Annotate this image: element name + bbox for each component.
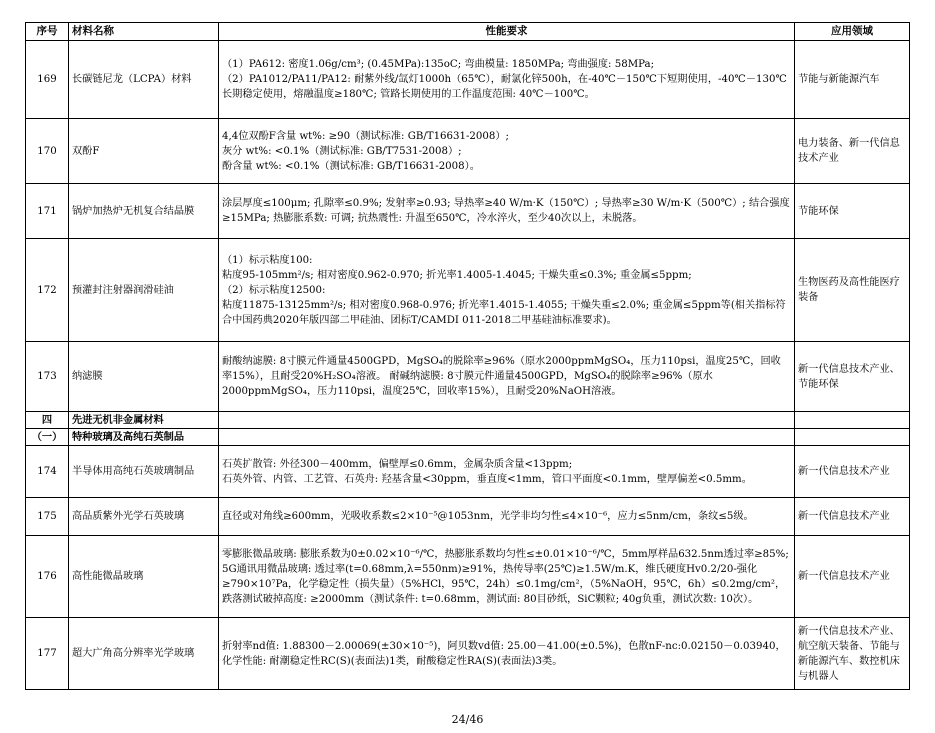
material-name: 锅炉加热炉无机复合结晶膜	[69, 184, 219, 239]
subsection-title: 特种玻璃及高纯石英制品	[69, 429, 219, 446]
header-material-name: 材料名称	[69, 23, 219, 41]
material-name: 纳滤膜	[69, 342, 219, 412]
application-field: 新一代信息技术产业	[795, 446, 910, 498]
material-name: 超大广角高分辨率光学玻璃	[69, 618, 219, 690]
subsection-row	[26, 429, 910, 446]
performance-requirements: 4,4位双酚F含量 wt%: ≥90（测试标准: GB/T16631-2008）; 灰分 wt%: <0.1%（测试标准: GB/T7531-2008）; 酚含量 wt%: <0.1%（测试标准: GB/T16631-2008）。	[219, 119, 795, 184]
page-number: 24/46	[451, 713, 484, 726]
row-number: 173	[26, 342, 69, 412]
performance-requirements: 折射率nd值: 1.88300－2.00069(±30×10⁻⁵)，阿贝数vd值: 25.00－41.00(±0.5%)，色散nF-nc:0.02150－0.03940，化学性能: 耐潮稳定性RC(S)(表面法)1类，耐酸稳定性RA(S)(表面法)3类。	[219, 618, 795, 690]
material-name: 高性能微晶玻璃	[69, 536, 219, 618]
materials-table	[25, 22, 910, 690]
row-number: 174	[26, 446, 69, 498]
material-name: 长碳链尼龙（LCPA）材料	[69, 41, 219, 119]
application-field: 电力装备、新一代信息技术产业	[795, 119, 910, 184]
table-row	[26, 342, 910, 412]
table-row	[26, 41, 910, 119]
application-field: 新一代信息技术产业、航空航天装备、节能与新能源汽车、数控机床与机器人	[795, 618, 910, 690]
header-performance-requirements: 性能要求	[219, 23, 795, 41]
row-number: 175	[26, 498, 69, 536]
empty-cell	[795, 429, 910, 446]
empty-cell	[219, 429, 795, 446]
table-row	[26, 239, 910, 342]
row-number: 170	[26, 119, 69, 184]
section-row	[26, 412, 910, 429]
performance-requirements: （1）标示粘度100: 粘度95-105mm²/s; 相对密度0.962-0.970; 折光率1.4005-1.4045; 干燥失重≤0.3%; 重金属≤5ppm; （2）标示粘度12500: 粘度11875-13125mm²/s; 相对密度0.968-0.976; 折光率1.4015-1.4055; 干燥失重≤2.0%; 重金属≤5ppm等(相关指标符合中国药典2020年版四部二甲硅油、团标T/CAMDI 011-2018二甲基硅油标准要求)。	[219, 239, 795, 342]
table-row	[26, 446, 910, 498]
table-row	[26, 618, 910, 690]
performance-requirements: 涂层厚度≤100μm; 孔隙率≤0.9%; 发射率≥0.93; 导热率≥40 W/m·K（150℃）; 导热率≥30 W/m·K（500℃）; 结合强度≥15MPa; 热膨胀系数: 可调; 抗热震性: 升温至650℃，冷水淬火，至少40次以上，未脱落。	[219, 184, 795, 239]
header-application-field: 应用领域	[795, 23, 910, 41]
application-field: 新一代信息技术产业、节能环保	[795, 342, 910, 412]
performance-requirements: 耐酸纳滤膜: 8寸膜元件通量4500GPD，MgSO₄的脱除率≥96%（原水2000ppmMgSO₄，压力110psi，温度25℃，回收率15%），且耐受20%H₂SO₄溶液。 耐碱纳滤膜: 8寸膜元件通量4500GPD，MgSO₄的脱除率≥96%（原水2000ppmMgSO₄，压力110psi，温度25℃，回收率15%），且耐受20%NaOH溶液。	[219, 342, 795, 412]
performance-requirements: 直径或对角线≥600mm，光吸收系数≤2×10⁻⁵@1053nm，光学非均匀性≤4×10⁻⁶，应力≤5nm/cm，条纹≤5级。	[219, 498, 795, 536]
performance-requirements: （1）PA612: 密度1.06g/cm³; (0.45MPa):135oC; 弯曲模量: 1850MPa; 弯曲强度: 58MPa; （2）PA1012/PA11/PA12: 耐紫外线/氙灯1000h（65℃），耐氯化锌500h，在-40℃－150℃下短期使用，-40℃－130℃长期稳定使用，熔融温度≥180℃; 管路长期使用的工作温度范围: 40℃－100℃。	[219, 41, 795, 119]
table-row	[26, 119, 910, 184]
material-name: 预灌封注射器润滑硅油	[69, 239, 219, 342]
application-field: 新一代信息技术产业	[795, 536, 910, 618]
row-number: 177	[26, 618, 69, 690]
section-title: 先进无机非金属材料	[69, 412, 219, 429]
application-field: 节能与新能源汽车	[795, 41, 910, 119]
table-row	[26, 498, 910, 536]
section-number: 四	[26, 412, 69, 429]
material-name: 双酚F	[69, 119, 219, 184]
empty-cell	[219, 412, 795, 429]
row-number: 176	[26, 536, 69, 618]
table-row	[26, 184, 910, 239]
material-name: 半导体用高纯石英玻璃制品	[69, 446, 219, 498]
row-number: 171	[26, 184, 69, 239]
table-row	[26, 536, 910, 618]
application-field: 生物医药及高性能医疗装备	[795, 239, 910, 342]
row-number: 169	[26, 41, 69, 119]
application-field: 节能环保	[795, 184, 910, 239]
table-header-row	[26, 23, 910, 41]
subsection-number: （一）	[26, 429, 69, 446]
empty-cell	[795, 412, 910, 429]
performance-requirements: 石英扩散管: 外径300－400mm，偏壁厚≤0.6mm，金属杂质含量<13ppm; 石英外管、内管、工艺管、石英舟: 羟基含量<30ppm，垂直度<1mm，管口平面度<0.1mm，壁厚偏差<0.5mm。	[219, 446, 795, 498]
row-number: 172	[26, 239, 69, 342]
performance-requirements: 零膨胀微晶玻璃: 膨胀系数为0±0.02×10⁻⁶/℃，热膨胀系数均匀性≤±0.01×10⁻⁶/℃，5mm厚样品632.5nm透过率≥85%; 5G通讯用微晶玻璃: 透过率(t=0.68mm,λ=550nm)≥91%，热传导率(25℃)≥1.5W/m.K，维氏硬度Hv0.2/20-强化≥790×10⁷Pa，化学稳定性（损失量）（5%HCl，95℃，24h）≤0.1mg/cm²，（5%NaOH，95℃，6h）≤0.2mg/cm²，跌落测试破掉高度: ≥2000mm（测试条件: t=0.68mm，测试面: 80目砂纸，SiC颗粒; 40g负重，测试次数: 10次）。	[219, 536, 795, 618]
header-number: 序号	[26, 23, 69, 41]
material-name: 高品质紫外光学石英玻璃	[69, 498, 219, 536]
application-field: 新一代信息技术产业	[795, 498, 910, 536]
